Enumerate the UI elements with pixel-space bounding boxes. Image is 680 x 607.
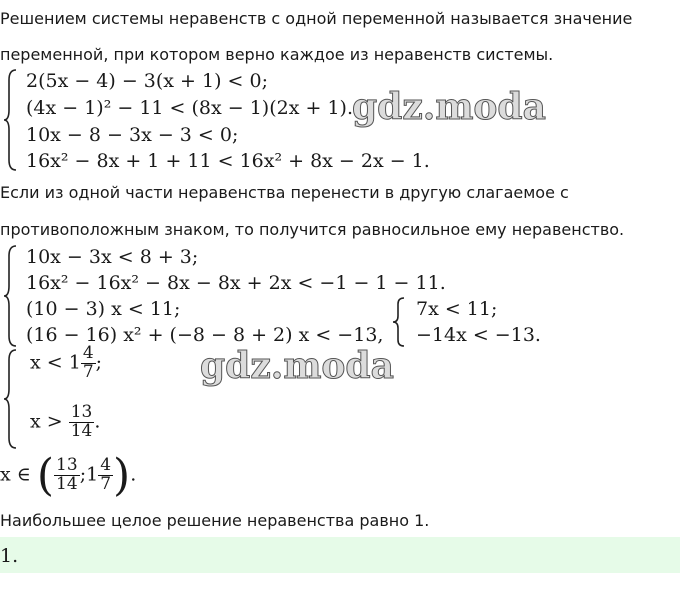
system2-right-line-2: −14x < −13. bbox=[416, 324, 541, 346]
system2-line-1: 10x − 3x < 8 + 3; bbox=[26, 246, 199, 268]
system2-line-2: 16x² − 16x² − 8x − 8x + 2x < −1 − 1 − 11. bbox=[26, 272, 446, 294]
system1-line-2: (4x − 1)² − 11 < (8x − 1)(2x + 1). bbox=[26, 97, 353, 119]
answer-value: 1. bbox=[0, 545, 19, 567]
system1-line-4: 16x² − 8x + 1 + 11 < 16x² + 8x − 2x − 1. bbox=[26, 150, 430, 172]
conclusion: Наибольшее целое решение неравенства равно 1. bbox=[0, 511, 430, 530]
fraction-den: 7 bbox=[100, 474, 112, 494]
paren-right: ) bbox=[113, 450, 131, 501]
system3-line-1-lhs: x < 1 bbox=[30, 351, 81, 374]
intro-line-2: переменной, при котором верно каждое из неравенств системы. bbox=[0, 45, 554, 64]
fraction-num: 13 bbox=[56, 455, 78, 476]
system-brace bbox=[392, 296, 406, 348]
fraction bbox=[69, 404, 95, 441]
mixed-whole: 1 bbox=[86, 463, 99, 486]
fraction-num: 13 bbox=[70, 402, 93, 422]
system-brace bbox=[3, 244, 19, 348]
system2-line-3: (10 − 3) x < 11; bbox=[26, 298, 181, 320]
fraction-den: 7 bbox=[82, 361, 94, 382]
fraction bbox=[81, 345, 96, 382]
fraction-den: 14 bbox=[70, 420, 93, 441]
fraction bbox=[98, 457, 113, 494]
rule-line-1: Если из одной части неравенства перенести в другую слагаемое с bbox=[0, 183, 569, 202]
system-brace bbox=[3, 348, 19, 450]
intro-line-1: Решением системы неравенств с одной переменной называется значение bbox=[0, 9, 633, 28]
answer-box bbox=[0, 537, 680, 573]
system3-line-2-lhs: x > bbox=[30, 410, 63, 433]
paren-left: ( bbox=[36, 450, 55, 501]
fraction-num: 4 bbox=[100, 455, 112, 476]
system2-line-4: (16 − 16) x² + (−8 − 8 + 2) x < −13, bbox=[26, 324, 384, 346]
fraction-den: 14 bbox=[56, 474, 78, 494]
system3-line-2: x > $\frac{13}{14}$ . bbox=[30, 402, 101, 441]
watermark: gdz.moda bbox=[200, 345, 394, 387]
interval-prefix: x ∈ bbox=[0, 463, 31, 486]
fraction bbox=[54, 457, 80, 494]
system3-line-1: x < 1 $\frac{4}{7}$ ; bbox=[30, 343, 103, 382]
system2-right-line-1: 7x < 11; bbox=[416, 298, 498, 320]
fraction-num: 4 bbox=[82, 343, 94, 363]
system-brace bbox=[3, 68, 19, 172]
system1-line-3: 10x − 8 − 3x − 3 < 0; bbox=[26, 124, 239, 146]
watermark: gdz.moda bbox=[352, 86, 546, 128]
rule-line-2: противоположным знаком, то получится равносильное ему неравенство. bbox=[0, 220, 625, 239]
system1-line-1: 2(5x − 4) − 3(x + 1) < 0; bbox=[26, 70, 269, 92]
interval-answer: x ∈ ( $\frac{13}{14}$ ;1 $\frac{4}{7}$ ). bbox=[0, 450, 137, 501]
